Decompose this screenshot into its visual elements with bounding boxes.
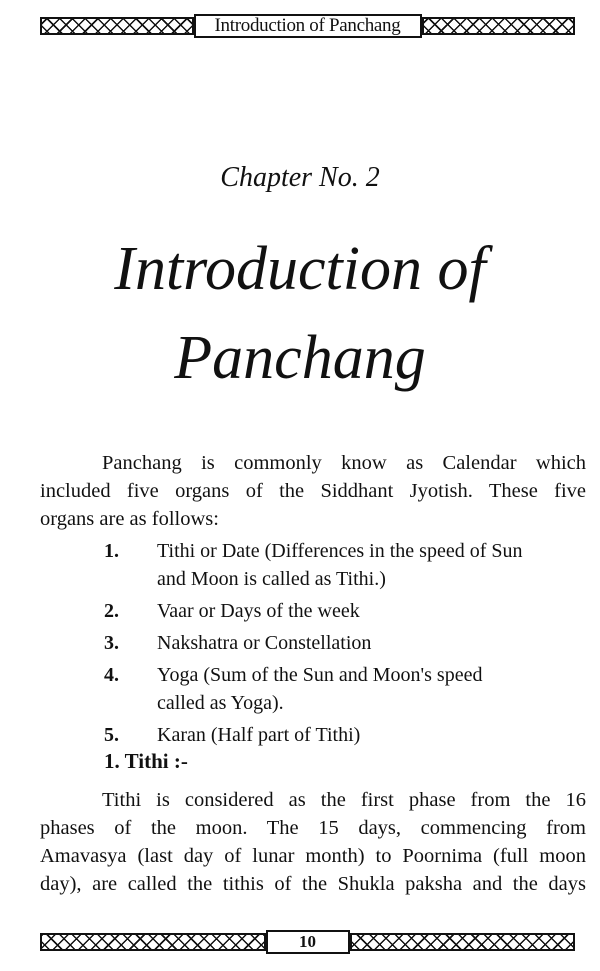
chapter-label: Chapter No. 2 xyxy=(220,162,380,193)
list-item xyxy=(40,597,588,625)
paragraph-line: Amavasya (last day of lunar month) to Poornima (full moon xyxy=(40,845,586,867)
list-item-text: Yoga (Sum of the Sun and Moon's speed xyxy=(157,664,483,686)
list-number: 4. xyxy=(104,664,119,686)
paragraph-line: Tithi is considered as the first phase from the 16 xyxy=(102,789,586,811)
paragraph-line: organs are as follows: xyxy=(40,508,219,530)
list-item xyxy=(40,661,588,717)
list-number: 5. xyxy=(104,724,119,746)
list-number: 3. xyxy=(104,632,119,654)
list-item xyxy=(40,629,588,657)
running-title: Introduction of Panchang xyxy=(194,14,422,38)
list-item-text: called as Yoga). xyxy=(157,692,284,714)
tithi-paragraph xyxy=(40,786,586,898)
list-item-text: Vaar or Days of the week xyxy=(157,600,360,622)
section-heading: 1. Tithi :- xyxy=(104,749,188,773)
intro-paragraph xyxy=(40,449,586,533)
paragraph-line: included five organs of the Siddhant Jyotish. These five xyxy=(40,480,586,502)
list-item xyxy=(40,537,588,593)
list-item-text: Karan (Half part of Tithi) xyxy=(157,724,361,746)
decorative-border-left xyxy=(40,17,194,35)
list-item-text: and Moon is called as Tithi.) xyxy=(157,568,386,590)
paragraph-line: Panchang is commonly know as Calendar which xyxy=(102,452,586,474)
list-number: 1. xyxy=(104,540,119,562)
page-number: 10 xyxy=(266,930,350,954)
list-item-text: Tithi or Date (Differences in the speed of Sun xyxy=(157,540,523,562)
decorative-border-right xyxy=(350,933,576,951)
chapter-title-line-1: Introduction of xyxy=(114,235,486,303)
organs-list xyxy=(40,537,588,753)
list-item-text: Nakshatra or Constellation xyxy=(157,632,372,654)
paragraph-line: day), are called the tithis of the Shukla paksha and the days xyxy=(40,873,586,895)
footer-band xyxy=(40,930,575,954)
header-band xyxy=(40,14,575,38)
decorative-border-right xyxy=(422,17,576,35)
list-number: 2. xyxy=(104,600,119,622)
chapter-title-line-2: Panchang xyxy=(174,324,426,392)
decorative-border-left xyxy=(40,933,266,951)
list-item xyxy=(40,721,588,749)
paragraph-line: phases of the moon. The 15 days, commencing from xyxy=(40,817,586,839)
